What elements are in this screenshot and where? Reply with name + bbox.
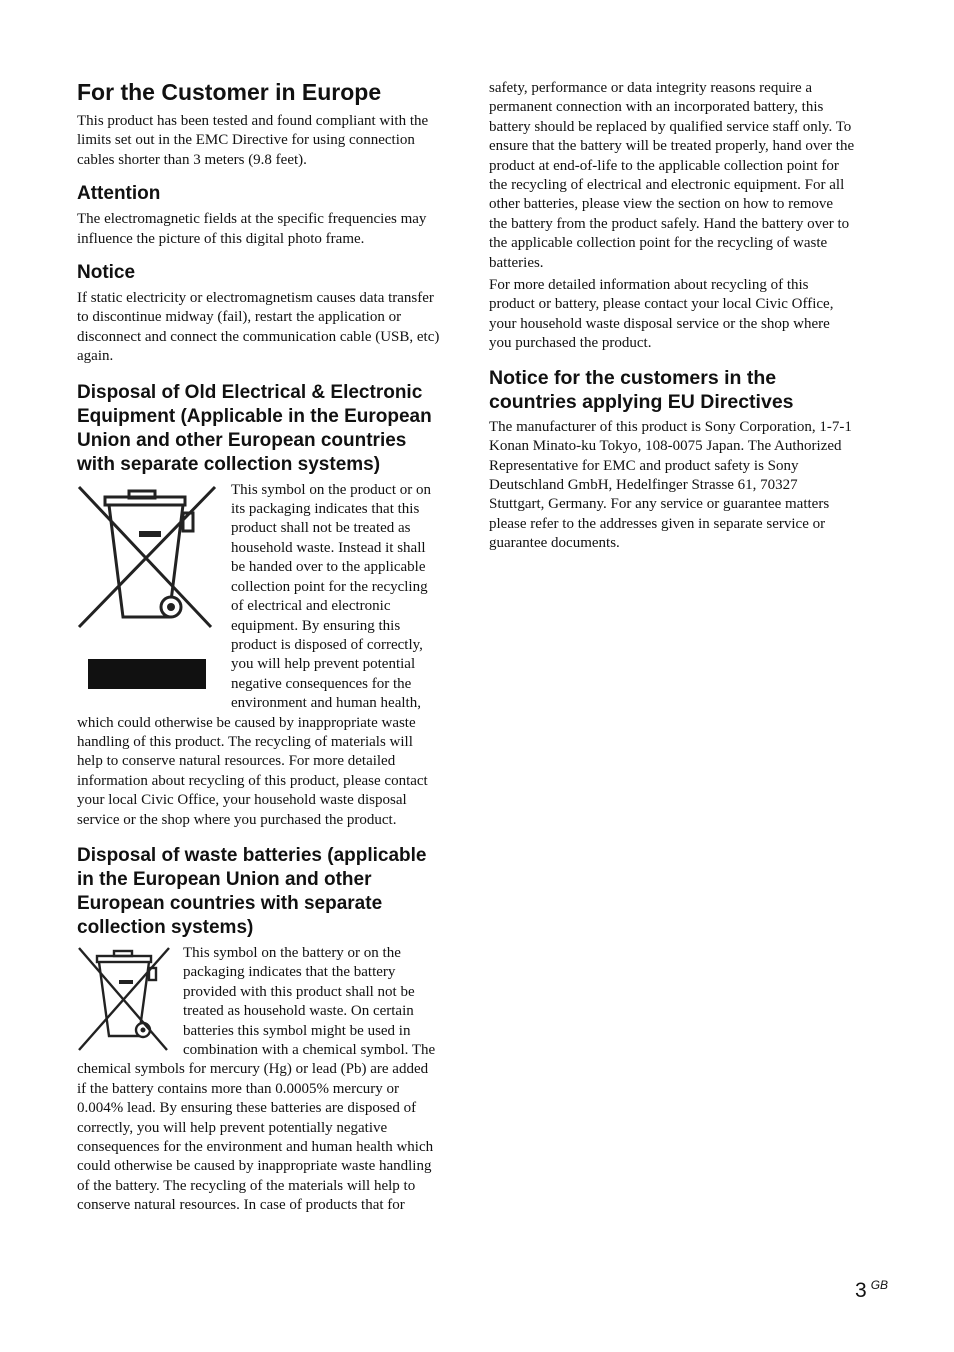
emc-intro-paragraph: This product has been tested and found compliant with the limits set out in the EMC Directive for using connection cables shorter than 3 meters (9.8 feet). (77, 113, 429, 168)
battery-paragraph: This symbol on the battery or on the packaging indicates that the battery provided with this product shall not be treated as household waste. On certain batteries this symbol might be used in combination with a chemical symbol. The chemical symbols for mercury (Hg) or lead (Pb) are added if the battery contains more than 0.0005% mercury or 0.004% lead. By ensuring these batteries are disposed of correctly, you will help prevent potentially negative consequences for the environment and human health which could otherwise be caused by inappropriate waste handling of the battery. The recycling of the materials will help to conserve natural resources. In case of products that for (77, 944, 436, 1214)
page-number-value: 3 (855, 1279, 867, 1302)
notice-heading: Notice (77, 262, 136, 284)
right-column (489, 79, 855, 554)
page-title: For the Customer in Europe (77, 79, 382, 105)
notice-paragraph: If static electricity or electromagnetism causes data transfer to discontinue midway (fail), restart the application or disconnect and connect the communication cable (USB, etc) again. (77, 290, 440, 365)
wheeled-bin-icon (77, 483, 221, 703)
attention-heading: Attention (77, 183, 161, 205)
battery-continued-paragraph: safety, performance or data integrity reasons require a permanent connection with an incorporated battery, this battery should be replaced by qualified service staff only. To ensure that the battery will be treated properly, hand over the product at end-of-life to the applicable collection point for the recycling of electrical and electronic equipment. For all other batteries, please view the section on how to remove the battery from the product safely. Hand the battery over to the applicable collection point for the recycling of waste batteries. (489, 80, 855, 271)
page-language-code: GB (870, 1278, 889, 1292)
battery-section (77, 944, 441, 1216)
battery-bin-icon (77, 946, 173, 1058)
battery-heading: Disposal of waste batteries (applicable in the European Union and other European countries with separate collection systems) (77, 844, 427, 938)
eu-directives-heading: Notice for the customers in the countries applying EU Directives (489, 366, 794, 413)
weee-section (77, 481, 441, 830)
left-column (77, 78, 441, 1216)
battery-recycling-info-paragraph: For more detailed information about recycling of this product or battery, please contact your local Civic Office, your household waste disposal service or the shop where you purchased the product. (489, 277, 834, 352)
weee-paragraph: This symbol on the product or on its packaging indicates that this product shall not be treated as household waste. Instead it shall be handed over to the applicable collection point for the recycling of electrical and electronic equipment. By ensuring this product is disposed of correctly, you will help prevent potential negative consequences for the environment and human health, which could otherwise be caused by inappropriate waste handling of this product. The recycling of materials will help to conserve natural resources. For more detailed information about recycling of this product, please contact your local Civic Office, your household waste disposal service or the shop where you purchased the product. (77, 481, 431, 828)
weee-heading: Disposal of Old Electrical & Electronic Equipment (Applicable in the European Union and other European countries with separate collection systems) (77, 381, 432, 475)
eu-directives-paragraph: The manufacturer of this product is Sony Corporation, 1-7-1 Konan Minato-ku Tokyo, 108-0075 Japan. The Authorized Representative for EMC and product safety is Sony Deutschland GmbH, Hedelfinger Strasse 61, 70327 Stuttgart, Germany. For any service or guarantee matters please refer to the addresses given in separate service or guarantee documents. (489, 418, 852, 552)
page-number (855, 1278, 888, 1303)
attention-paragraph: The electromagnetic fields at the specific frequencies may influence the picture of this digital photo frame. (77, 211, 427, 247)
